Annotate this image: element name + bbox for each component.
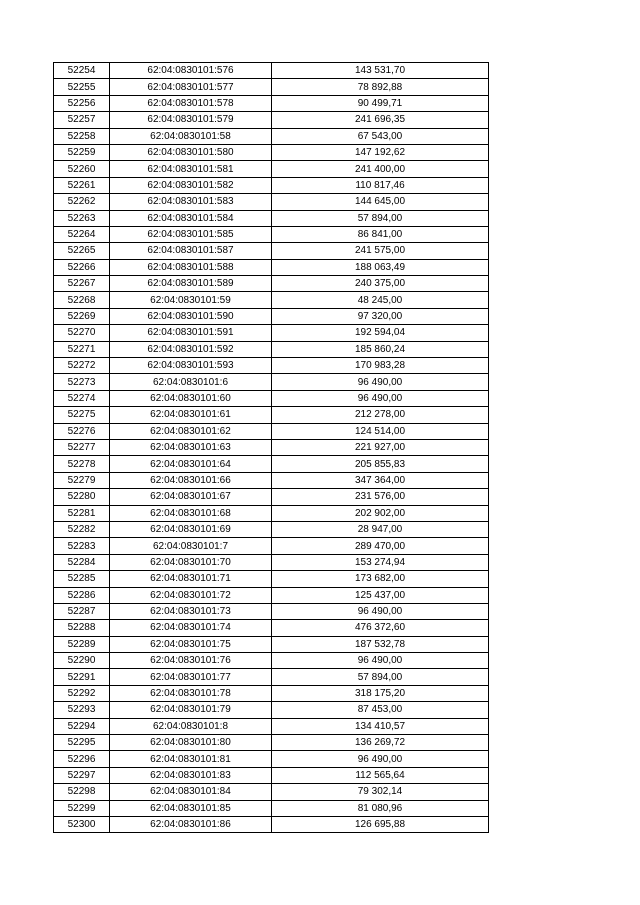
row-number-cell: 52269: [54, 308, 110, 324]
row-number-cell: 52293: [54, 702, 110, 718]
value-cell: 96 490,00: [272, 751, 489, 767]
value-cell: 212 278,00: [272, 407, 489, 423]
cadastral-number-cell: 62:04:0830101:84: [110, 784, 272, 800]
value-cell: 57 894,00: [272, 669, 489, 685]
cadastral-value-table: [53, 62, 489, 833]
table-row: [54, 63, 489, 79]
table-row: [54, 702, 489, 718]
row-number-cell: 52291: [54, 669, 110, 685]
table-row: [54, 374, 489, 390]
cadastral-number-cell: 62:04:0830101:86: [110, 816, 272, 832]
value-cell: 144 645,00: [272, 194, 489, 210]
value-cell: 97 320,00: [272, 308, 489, 324]
table-row: [54, 276, 489, 292]
table-row: [54, 718, 489, 734]
table-row: [54, 325, 489, 341]
value-cell: 48 245,00: [272, 292, 489, 308]
table-row: [54, 95, 489, 111]
cadastral-number-cell: 62:04:0830101:85: [110, 800, 272, 816]
value-cell: 96 490,00: [272, 374, 489, 390]
cadastral-number-cell: 62:04:0830101:587: [110, 243, 272, 259]
cadastral-number-cell: 62:04:0830101:70: [110, 554, 272, 570]
row-number-cell: 52260: [54, 161, 110, 177]
table-row: [54, 259, 489, 275]
cadastral-number-cell: 62:04:0830101:75: [110, 636, 272, 652]
value-cell: 126 695,88: [272, 816, 489, 832]
row-number-cell: 52299: [54, 800, 110, 816]
value-cell: 187 532,78: [272, 636, 489, 652]
cadastral-number-cell: 62:04:0830101:76: [110, 653, 272, 669]
row-number-cell: 52266: [54, 259, 110, 275]
table-body: [54, 63, 489, 833]
table-row: [54, 735, 489, 751]
value-cell: 67 543,00: [272, 128, 489, 144]
table-row: [54, 439, 489, 455]
cadastral-number-cell: 62:04:0830101:593: [110, 358, 272, 374]
table-row: [54, 571, 489, 587]
value-cell: 96 490,00: [272, 603, 489, 619]
cadastral-number-cell: 62:04:0830101:577: [110, 79, 272, 95]
row-number-cell: 52292: [54, 685, 110, 701]
cadastral-number-cell: 62:04:0830101:66: [110, 472, 272, 488]
table-row: [54, 243, 489, 259]
row-number-cell: 52276: [54, 423, 110, 439]
row-number-cell: 52300: [54, 816, 110, 832]
cadastral-number-cell: 62:04:0830101:580: [110, 144, 272, 160]
cadastral-number-cell: 62:04:0830101:582: [110, 177, 272, 193]
table-row: [54, 554, 489, 570]
cadastral-number-cell: 62:04:0830101:79: [110, 702, 272, 718]
row-number-cell: 52259: [54, 144, 110, 160]
cadastral-number-cell: 62:04:0830101:6: [110, 374, 272, 390]
cadastral-number-cell: 62:04:0830101:585: [110, 226, 272, 242]
row-number-cell: 52289: [54, 636, 110, 652]
row-number-cell: 52268: [54, 292, 110, 308]
value-cell: 81 080,96: [272, 800, 489, 816]
value-cell: 78 892,88: [272, 79, 489, 95]
table-row: [54, 292, 489, 308]
table-row: [54, 521, 489, 537]
value-cell: 28 947,00: [272, 521, 489, 537]
table-row: [54, 423, 489, 439]
cadastral-number-cell: 62:04:0830101:71: [110, 571, 272, 587]
table-row: [54, 177, 489, 193]
cadastral-number-cell: 62:04:0830101:59: [110, 292, 272, 308]
value-cell: 205 855,83: [272, 456, 489, 472]
value-cell: 96 490,00: [272, 390, 489, 406]
cadastral-number-cell: 62:04:0830101:583: [110, 194, 272, 210]
value-cell: 476 372,60: [272, 620, 489, 636]
row-number-cell: 52267: [54, 276, 110, 292]
table-row: [54, 620, 489, 636]
cadastral-number-cell: 62:04:0830101:58: [110, 128, 272, 144]
value-cell: 289 470,00: [272, 538, 489, 554]
cadastral-number-cell: 62:04:0830101:578: [110, 95, 272, 111]
cadastral-number-cell: 62:04:0830101:81: [110, 751, 272, 767]
value-cell: 192 594,04: [272, 325, 489, 341]
table-row: [54, 390, 489, 406]
value-cell: 188 063,49: [272, 259, 489, 275]
value-cell: 170 983,28: [272, 358, 489, 374]
row-number-cell: 52288: [54, 620, 110, 636]
table-row: [54, 112, 489, 128]
row-number-cell: 52265: [54, 243, 110, 259]
value-cell: 202 902,00: [272, 505, 489, 521]
table-row: [54, 128, 489, 144]
row-number-cell: 52256: [54, 95, 110, 111]
value-cell: 134 410,57: [272, 718, 489, 734]
row-number-cell: 52258: [54, 128, 110, 144]
table-row: [54, 603, 489, 619]
value-cell: 240 375,00: [272, 276, 489, 292]
row-number-cell: 52282: [54, 521, 110, 537]
row-number-cell: 52298: [54, 784, 110, 800]
cadastral-number-cell: 62:04:0830101:63: [110, 439, 272, 455]
cadastral-number-cell: 62:04:0830101:592: [110, 341, 272, 357]
table-row: [54, 456, 489, 472]
table-row: [54, 226, 489, 242]
table-row: [54, 79, 489, 95]
table-row: [54, 489, 489, 505]
row-number-cell: 52284: [54, 554, 110, 570]
row-number-cell: 52279: [54, 472, 110, 488]
table-row: [54, 751, 489, 767]
row-number-cell: 52286: [54, 587, 110, 603]
cadastral-number-cell: 62:04:0830101:83: [110, 767, 272, 783]
row-number-cell: 52255: [54, 79, 110, 95]
row-number-cell: 52254: [54, 63, 110, 79]
value-cell: 96 490,00: [272, 653, 489, 669]
value-cell: 125 437,00: [272, 587, 489, 603]
row-number-cell: 52296: [54, 751, 110, 767]
row-number-cell: 52262: [54, 194, 110, 210]
table-row: [54, 341, 489, 357]
row-number-cell: 52290: [54, 653, 110, 669]
row-number-cell: 52257: [54, 112, 110, 128]
table-row: [54, 505, 489, 521]
value-cell: 318 175,20: [272, 685, 489, 701]
cadastral-number-cell: 62:04:0830101:584: [110, 210, 272, 226]
value-cell: 86 841,00: [272, 226, 489, 242]
table-row: [54, 800, 489, 816]
value-cell: 136 269,72: [272, 735, 489, 751]
value-cell: 143 531,70: [272, 63, 489, 79]
table-row: [54, 767, 489, 783]
row-number-cell: 52294: [54, 718, 110, 734]
value-cell: 110 817,46: [272, 177, 489, 193]
cadastral-number-cell: 62:04:0830101:589: [110, 276, 272, 292]
row-number-cell: 52261: [54, 177, 110, 193]
value-cell: 221 927,00: [272, 439, 489, 455]
cadastral-number-cell: 62:04:0830101:72: [110, 587, 272, 603]
cadastral-number-cell: 62:04:0830101:7: [110, 538, 272, 554]
cadastral-number-cell: 62:04:0830101:61: [110, 407, 272, 423]
table-row: [54, 587, 489, 603]
cadastral-number-cell: 62:04:0830101:60: [110, 390, 272, 406]
row-number-cell: 52287: [54, 603, 110, 619]
table-row: [54, 407, 489, 423]
cadastral-number-cell: 62:04:0830101:590: [110, 308, 272, 324]
table-row: [54, 685, 489, 701]
table-row: [54, 784, 489, 800]
row-number-cell: 52280: [54, 489, 110, 505]
value-cell: 153 274,94: [272, 554, 489, 570]
cadastral-number-cell: 62:04:0830101:73: [110, 603, 272, 619]
value-cell: 241 696,35: [272, 112, 489, 128]
table-row: [54, 653, 489, 669]
cadastral-number-cell: 62:04:0830101:62: [110, 423, 272, 439]
row-number-cell: 52263: [54, 210, 110, 226]
table-row: [54, 161, 489, 177]
cadastral-number-cell: 62:04:0830101:80: [110, 735, 272, 751]
cadastral-number-cell: 62:04:0830101:591: [110, 325, 272, 341]
cadastral-number-cell: 62:04:0830101:588: [110, 259, 272, 275]
cadastral-number-cell: 62:04:0830101:69: [110, 521, 272, 537]
row-number-cell: 52273: [54, 374, 110, 390]
value-cell: 347 364,00: [272, 472, 489, 488]
row-number-cell: 52295: [54, 735, 110, 751]
table-row: [54, 538, 489, 554]
table-row: [54, 669, 489, 685]
table-row: [54, 210, 489, 226]
value-cell: 79 302,14: [272, 784, 489, 800]
value-cell: 241 400,00: [272, 161, 489, 177]
row-number-cell: 52270: [54, 325, 110, 341]
value-cell: 173 682,00: [272, 571, 489, 587]
cadastral-number-cell: 62:04:0830101:67: [110, 489, 272, 505]
value-cell: 124 514,00: [272, 423, 489, 439]
row-number-cell: 52272: [54, 358, 110, 374]
value-cell: 231 576,00: [272, 489, 489, 505]
table-row: [54, 308, 489, 324]
row-number-cell: 52281: [54, 505, 110, 521]
value-cell: 185 860,24: [272, 341, 489, 357]
table-row: [54, 358, 489, 374]
row-number-cell: 52283: [54, 538, 110, 554]
value-cell: 112 565,64: [272, 767, 489, 783]
cadastral-number-cell: 62:04:0830101:576: [110, 63, 272, 79]
row-number-cell: 52278: [54, 456, 110, 472]
row-number-cell: 52285: [54, 571, 110, 587]
row-number-cell: 52277: [54, 439, 110, 455]
row-number-cell: 52271: [54, 341, 110, 357]
value-cell: 147 192,62: [272, 144, 489, 160]
row-number-cell: 52274: [54, 390, 110, 406]
cadastral-number-cell: 62:04:0830101:77: [110, 669, 272, 685]
table-row: [54, 636, 489, 652]
cadastral-number-cell: 62:04:0830101:68: [110, 505, 272, 521]
table-row: [54, 194, 489, 210]
cadastral-number-cell: 62:04:0830101:581: [110, 161, 272, 177]
table-row: [54, 472, 489, 488]
value-cell: 57 894,00: [272, 210, 489, 226]
value-cell: 241 575,00: [272, 243, 489, 259]
cadastral-number-cell: 62:04:0830101:8: [110, 718, 272, 734]
cadastral-number-cell: 62:04:0830101:74: [110, 620, 272, 636]
table-row: [54, 144, 489, 160]
value-cell: 87 453,00: [272, 702, 489, 718]
cadastral-number-cell: 62:04:0830101:78: [110, 685, 272, 701]
row-number-cell: 52264: [54, 226, 110, 242]
cadastral-number-cell: 62:04:0830101:579: [110, 112, 272, 128]
cadastral-number-cell: 62:04:0830101:64: [110, 456, 272, 472]
table-row: [54, 816, 489, 832]
value-cell: 90 499,71: [272, 95, 489, 111]
row-number-cell: 52275: [54, 407, 110, 423]
row-number-cell: 52297: [54, 767, 110, 783]
